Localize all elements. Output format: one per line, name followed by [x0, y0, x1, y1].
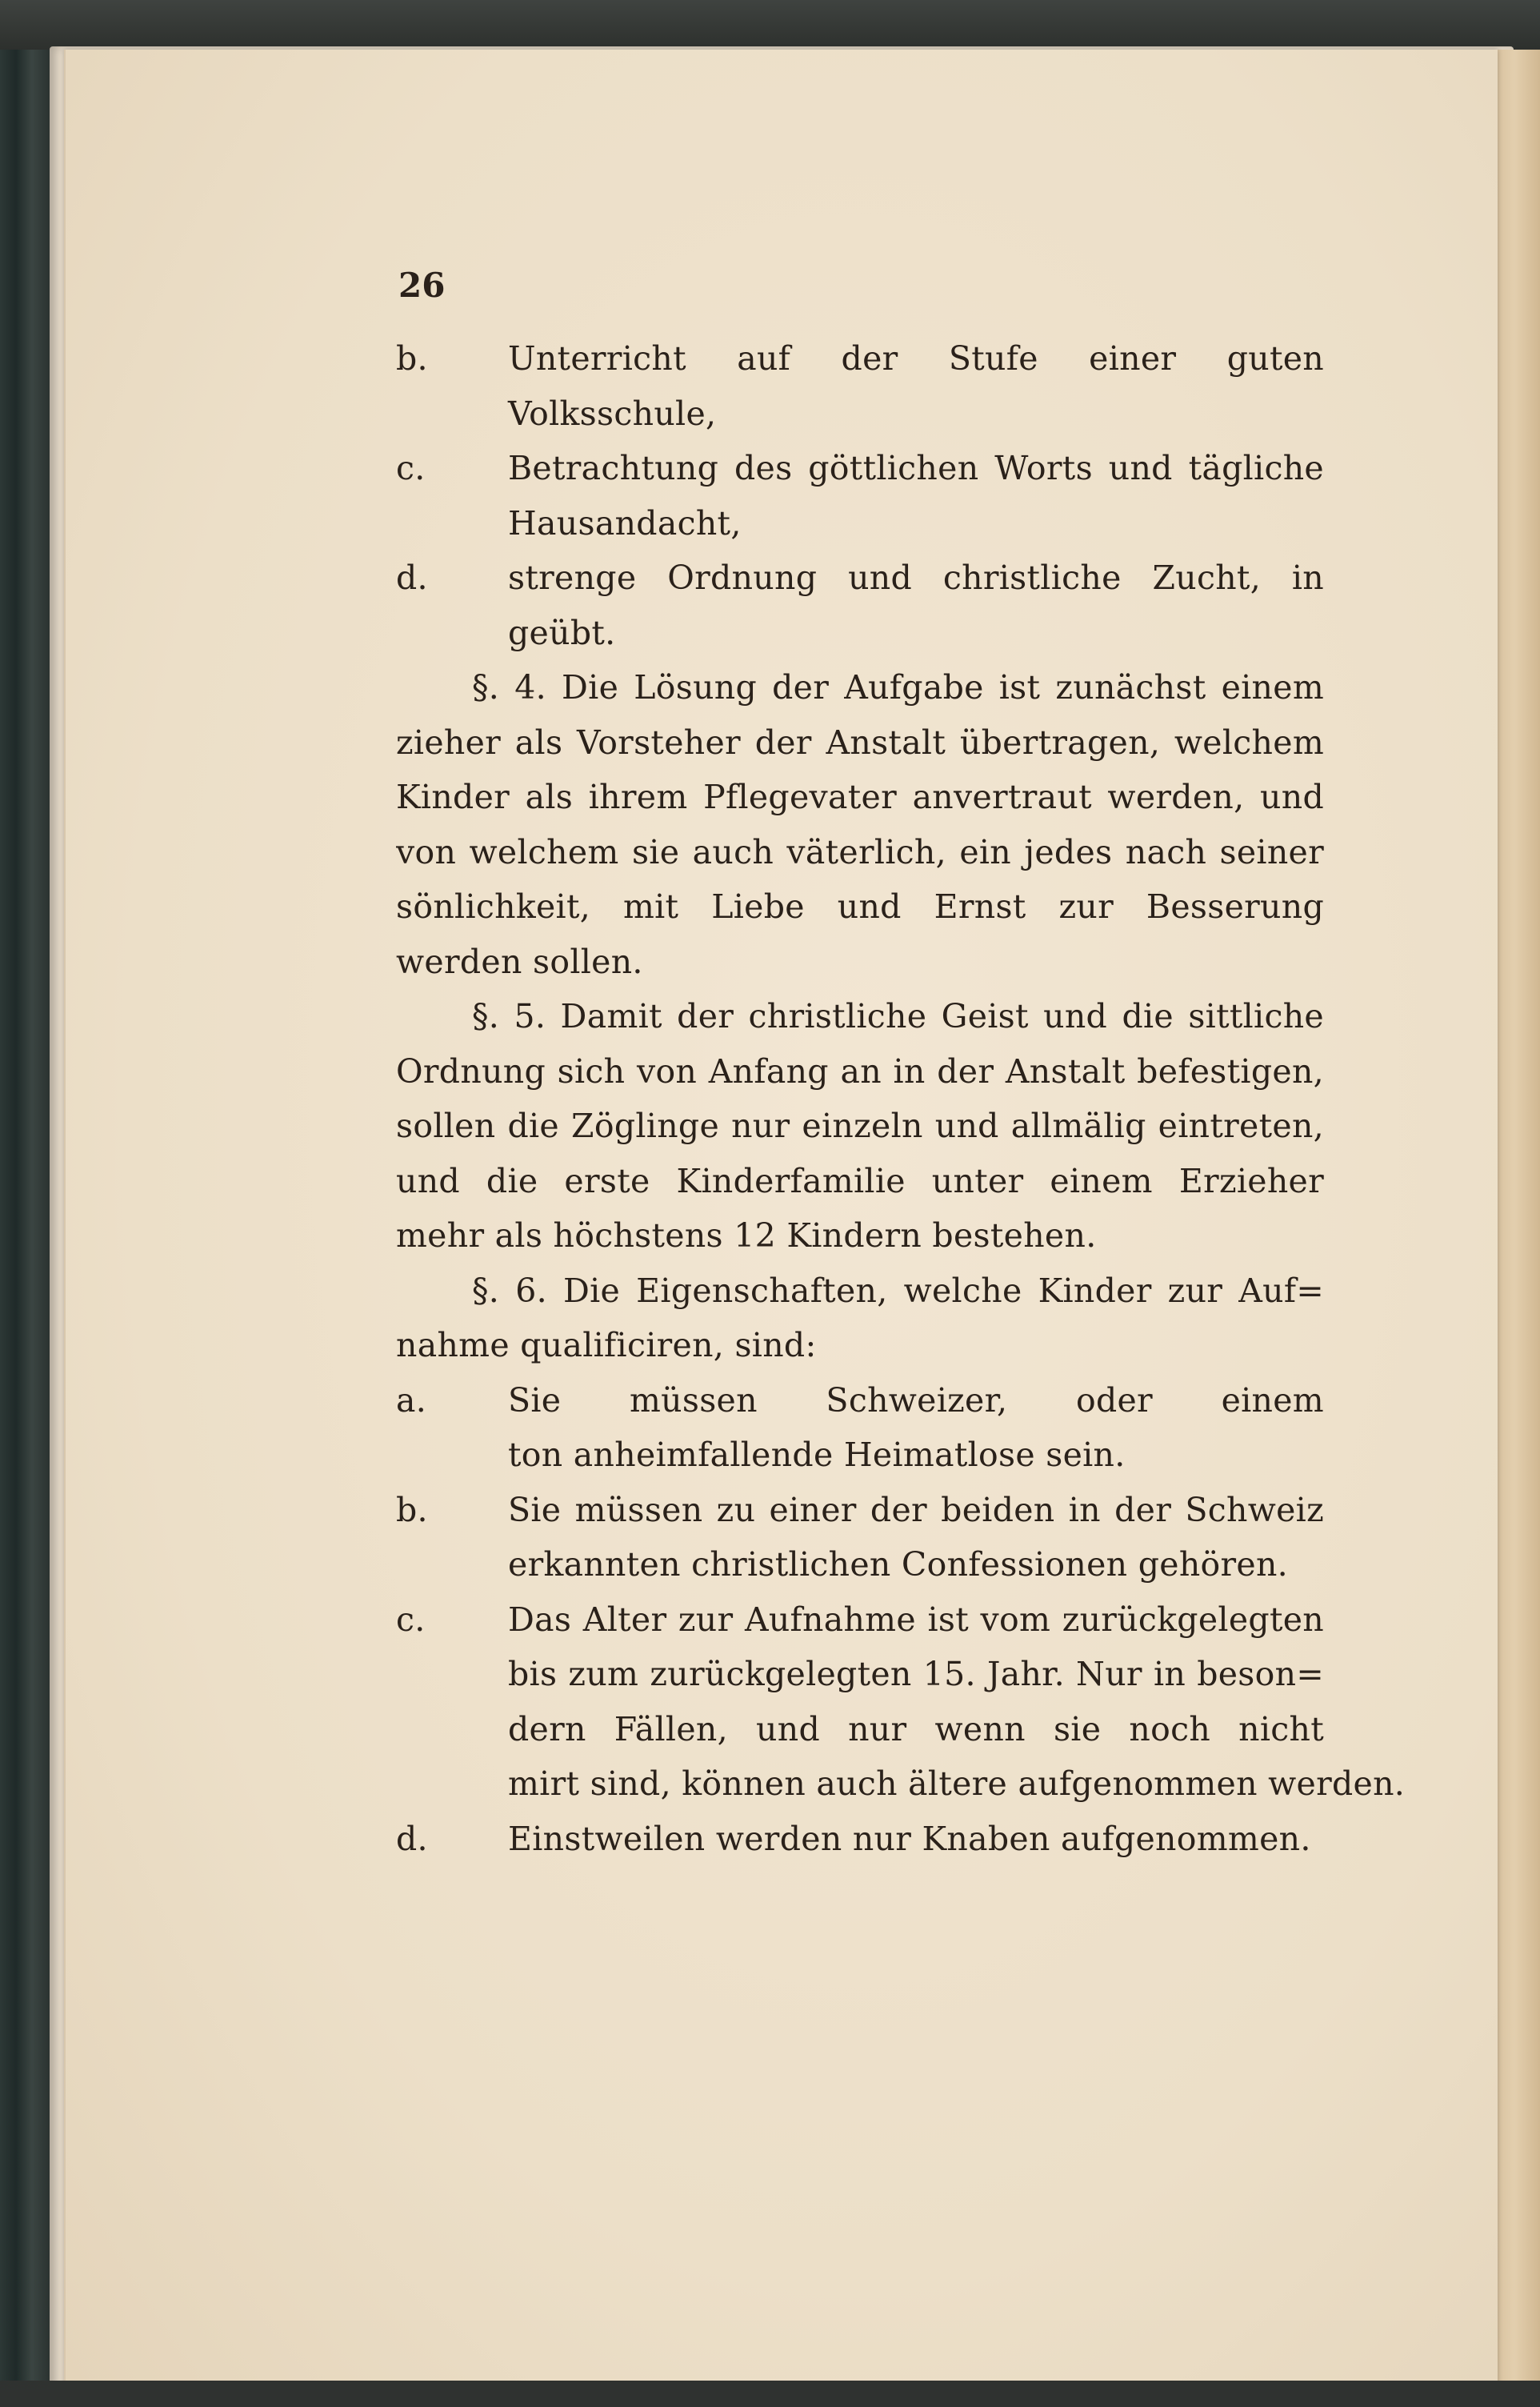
text-line: sollen die Zöglinge nur einzeln und allmälig eintreten, [396, 1107, 1324, 1145]
paragraph-line [396, 1044, 1324, 1099]
text-line: Einstweilen werden nur Knaben aufgenommen. [508, 1819, 1311, 1858]
list-item-continuation [396, 496, 1324, 551]
paragraph-line [396, 770, 1324, 825]
list-label: b. [396, 1490, 428, 1529]
paragraph-line [396, 879, 1324, 935]
book-cover-top [0, 0, 1540, 50]
facing-page-edge [1494, 50, 1540, 2407]
text-line: dern Fällen, und nur wenn sie noch nicht [508, 1709, 1324, 1748]
list-item-continuation [396, 386, 1324, 442]
list-item-continuation [396, 1756, 1406, 1812]
text-line: Kinder als ihrem Pflegevater anvertraut werden, und [396, 778, 1324, 816]
text-line: strenge Ordnung und christliche Zucht, in [508, 559, 1324, 597]
paragraph-line [396, 935, 1324, 990]
text-line: Volksschule, [508, 394, 717, 433]
text-line: bis zum zurückgelegten 15. Jahr. Nur in beson= [508, 1655, 1324, 1693]
paragraph-5 [396, 989, 1324, 1044]
text-line: mirt sind, können auch ältere aufgenommen werden. [508, 1764, 1406, 1803]
list-item [396, 331, 1324, 386]
list-item-continuation [396, 1647, 1324, 1702]
text-line: nahme qualificiren, sind: [396, 1326, 817, 1364]
text-line: §. 6. Die Eigenschaften, welche Kinder zur Auf= [472, 1271, 1324, 1310]
text-line: geübt. [508, 613, 616, 652]
list-item [396, 1812, 1324, 1867]
paragraph-4 [396, 660, 1324, 715]
text-line: Sie müssen zu einer der beiden in der Schweiz [508, 1490, 1324, 1529]
text-line: Unterricht auf der Stufe einer guten [508, 339, 1324, 378]
text-line: §. 5. Damit der christliche Geist und die sittliche [472, 997, 1324, 1035]
list-item [396, 1373, 1324, 1428]
list-label: a. [396, 1380, 427, 1420]
book-cover-bottom [0, 2381, 1540, 2407]
text-line: und die erste Kinderfamilie unter einem Erzieher [396, 1161, 1324, 1200]
list-item-continuation [396, 1428, 1324, 1483]
list-label: b. [396, 339, 428, 378]
list-item [396, 1483, 1324, 1538]
page-number: 26 [398, 266, 446, 305]
list-item [396, 441, 1324, 496]
text-line: von welchem sie auch väterlich, ein jedes nach seiner [396, 832, 1324, 871]
text-line: werden sollen. [396, 942, 643, 981]
text-line: mehr als höchstens 12 Kindern bestehen. [396, 1216, 1097, 1255]
list-item [396, 551, 1324, 606]
paragraph-line [396, 1318, 1324, 1373]
text-line: §. 4. Die Lösung der Aufgabe ist zunächst einem [472, 668, 1324, 707]
list-label: c. [396, 449, 426, 487]
text-line: Sie müssen Schweizer, oder einem [508, 1380, 1324, 1420]
list-item [396, 1592, 1324, 1648]
page-text [396, 264, 1406, 1866]
list-item-continuation [396, 1537, 1324, 1592]
paragraph-line [396, 1099, 1324, 1154]
text-line: Ordnung sich von Anfang an in der Anstalt befestigen, [396, 1051, 1324, 1091]
text-line: Betrachtung des göttlichen Worts und tägliche [508, 449, 1324, 487]
text-line: zieher als Vorsteher der Anstalt übertragen, welchem [396, 723, 1324, 762]
paragraph-line [396, 1154, 1324, 1209]
text-line: Das Alter zur Aufnahme ist vom zurückgelegten [508, 1600, 1324, 1639]
list-label: c. [396, 1600, 426, 1639]
paragraph-line [396, 1208, 1324, 1264]
list-label: d. [396, 1819, 428, 1858]
text-line: Hausandacht, [508, 503, 742, 543]
list-label: d. [396, 559, 428, 597]
paragraph-6 [396, 1264, 1324, 1319]
text-line: sönlichkeit, mit Liebe und Ernst zur Besserung [396, 887, 1324, 926]
text-line: erkannten christlichen Confessionen gehören. [508, 1545, 1289, 1584]
paragraph-line [396, 715, 1324, 771]
paragraph-line [396, 825, 1324, 880]
text-line: ton anheimfallende Heimatlose sein. [508, 1436, 1126, 1474]
list-item-continuation [396, 606, 1324, 661]
list-item-continuation [396, 1702, 1324, 1757]
